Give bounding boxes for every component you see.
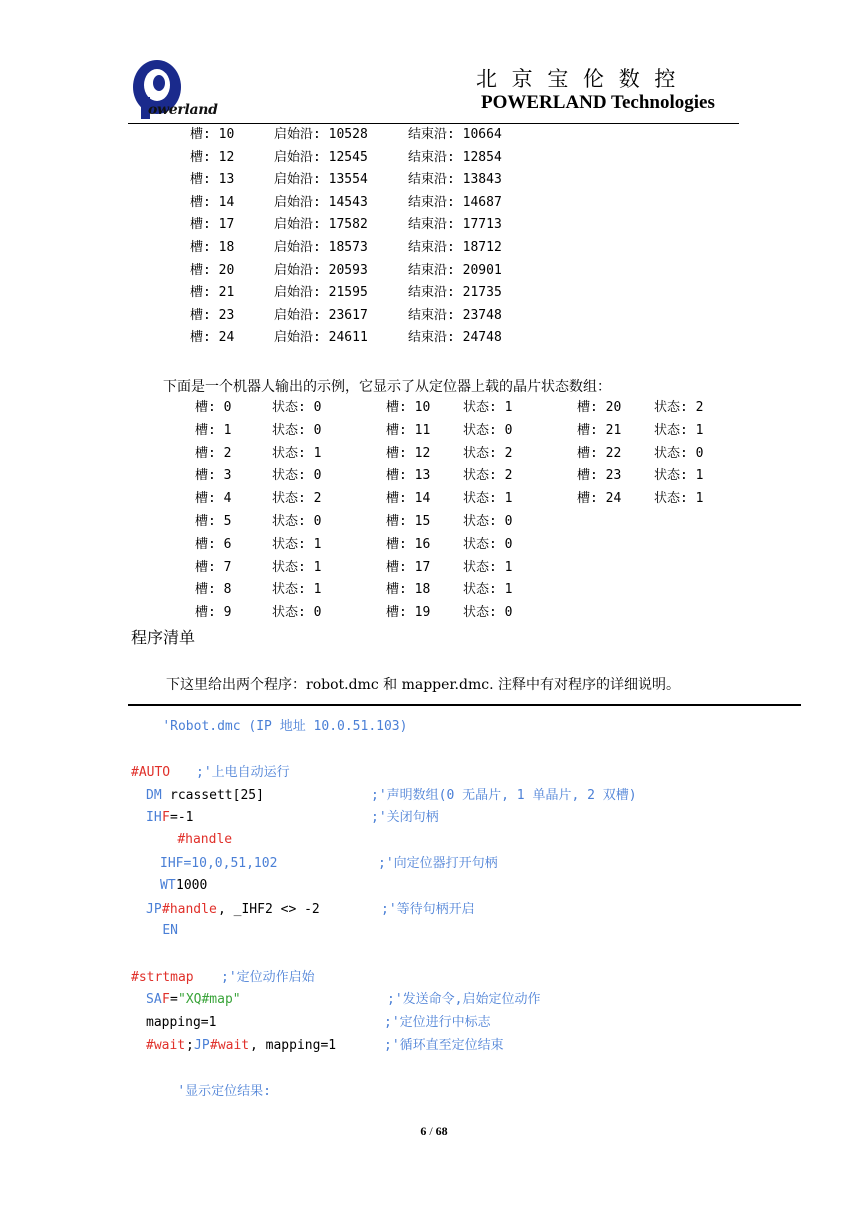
code-keyword: JP xyxy=(146,902,162,917)
status-state: 状态: 0 xyxy=(463,536,513,552)
edge-start: 启始沿: 21595 xyxy=(274,285,368,301)
status-state: 状态: 2 xyxy=(272,491,322,507)
status-state: 状态: 0 xyxy=(463,605,513,621)
status-slot: 槽: 21 xyxy=(577,422,622,438)
code-text: , mapping=1 xyxy=(250,1038,337,1053)
status-slot: 槽: 23 xyxy=(577,468,622,484)
code-comment: ;'等待句柄开启 xyxy=(381,902,475,917)
edge-end: 结束沿: 10664 xyxy=(408,127,502,142)
status-slot: 槽: 1 xyxy=(195,422,232,438)
edge-slot: 槽: 13 xyxy=(190,172,235,188)
code-text: mapping=1 xyxy=(146,1015,217,1030)
edge-start: 启始沿: 13554 xyxy=(274,172,368,188)
page-total: 68 xyxy=(435,1124,448,1138)
status-state: 状态: 1 xyxy=(654,491,704,507)
status-slot: 槽: 12 xyxy=(386,445,431,461)
edge-end: 结束沿: 17713 xyxy=(408,217,502,233)
status-state: 状态: 1 xyxy=(272,582,322,598)
edge-slot: 槽: 12 xyxy=(190,149,235,165)
status-state: 状态: 0 xyxy=(272,514,322,529)
status-slot: 槽: 8 xyxy=(195,582,232,598)
code-comment: '显示定位结果: xyxy=(177,1084,271,1099)
code-string: "XQ#map" xyxy=(178,992,241,1007)
code-text: IHF=10,0,51,102 xyxy=(160,856,278,871)
status-slot: 槽: 14 xyxy=(386,491,431,507)
status-slot: 槽: 7 xyxy=(195,559,232,575)
code-label: #AUTO xyxy=(131,765,171,780)
logo-text: owerland xyxy=(148,102,218,118)
status-slot: 槽: 17 xyxy=(386,559,431,575)
edge-end: 结束沿: 24748 xyxy=(408,330,502,346)
status-state: 状态: 0 xyxy=(272,400,322,415)
edge-start: 启始沿: 14543 xyxy=(274,194,368,210)
status-slot: 槽: 19 xyxy=(386,605,431,621)
code-label: #wait xyxy=(210,1038,250,1053)
status-slot: 槽: 13 xyxy=(386,468,431,484)
code-text: 1000 xyxy=(176,878,208,893)
status-state: 状态: 0 xyxy=(654,445,704,461)
edge-end: 结束沿: 21735 xyxy=(408,285,502,301)
status-slot: 槽: 0 xyxy=(195,400,232,415)
edge-slot: 槽: 10 xyxy=(190,127,235,142)
code-comment: ;'向定位器打开句柄 xyxy=(378,856,498,871)
status-state: 状态: 1 xyxy=(272,559,322,575)
status-slot: 槽: 6 xyxy=(195,536,232,552)
edge-start: 启始沿: 12545 xyxy=(274,149,368,165)
code-comment: ;'关闭句柄 xyxy=(371,810,439,825)
edge-start: 启始沿: 23617 xyxy=(274,307,368,323)
intro-text: 下面是一个机器人输出的示例，它显示了从定位器上载的晶片状态数组： xyxy=(163,379,611,395)
status-slot: 槽: 11 xyxy=(386,422,431,438)
edge-end: 结束沿: 14687 xyxy=(408,194,502,210)
status-slot: 槽: 2 xyxy=(195,445,232,461)
status-slot: 槽: 22 xyxy=(577,445,622,461)
code-keyword: EN xyxy=(162,923,178,938)
code-keyword: JP xyxy=(194,1038,210,1053)
status-slot: 槽: 10 xyxy=(386,400,431,415)
edge-slot: 槽: 21 xyxy=(190,285,235,301)
edge-slot: 槽: 18 xyxy=(190,240,235,255)
code-keyword: F xyxy=(162,810,170,825)
code-keyword: DM xyxy=(146,788,162,803)
code-top-rule xyxy=(128,704,801,706)
edge-start: 启始沿: 24611 xyxy=(274,330,368,346)
company-name-en: POWERLAND Technologies xyxy=(481,92,715,113)
status-state: 状态: 1 xyxy=(654,468,704,484)
code-label: #handle xyxy=(162,902,217,917)
edge-slot: 槽: 23 xyxy=(190,307,235,323)
status-slot: 槽: 9 xyxy=(195,605,232,621)
code-label: #strtmap xyxy=(131,970,194,985)
edge-slot: 槽: 14 xyxy=(190,194,235,210)
edge-slot: 槽: 20 xyxy=(190,262,235,278)
status-state: 状态: 1 xyxy=(463,491,513,507)
code-text: , _IHF2 <> -2 xyxy=(218,902,320,917)
status-state: 状态: 2 xyxy=(463,445,513,461)
status-slot: 槽: 4 xyxy=(195,491,232,507)
edge-start: 启始沿: 10528 xyxy=(274,127,368,142)
status-slot: 槽: 18 xyxy=(386,582,431,598)
section-title: 程序清单 xyxy=(131,628,196,647)
edge-start: 启始沿: 20593 xyxy=(274,262,368,278)
status-state: 状态: 0 xyxy=(463,422,513,438)
status-slot: 槽: 3 xyxy=(195,468,232,484)
status-state: 状态: 0 xyxy=(272,605,322,621)
status-state: 状态: 2 xyxy=(463,468,513,484)
page-current: 6 xyxy=(420,1124,427,1138)
code-keyword: WT xyxy=(160,878,176,893)
status-slot: 槽: 15 xyxy=(386,514,431,529)
code-comment: ;'声明数组(0 无晶片, 1 单晶片, 2 双槽) xyxy=(371,788,637,803)
code-comment: ;'循环直至定位结束 xyxy=(384,1038,504,1053)
company-name-cn: 北 京 宝 伦 数 控 xyxy=(476,67,680,91)
section-description: 下这里给出两个程序：robot.dmc 和 mapper.dmc. 注释中有对程序的详细说明。 xyxy=(166,677,680,693)
code-text: ; xyxy=(186,1038,194,1053)
edge-slot: 槽: 17 xyxy=(190,217,235,233)
code-comment: ;'定位动作启始 xyxy=(221,970,315,985)
code-comment: ;'上电自动运行 xyxy=(196,765,290,780)
status-state: 状态: 0 xyxy=(463,514,513,529)
status-slot: 槽: 24 xyxy=(577,491,622,507)
status-slot: 槽: 5 xyxy=(195,514,232,529)
status-state: 状态: 1 xyxy=(654,422,704,438)
status-state: 状态: 0 xyxy=(272,422,322,438)
status-slot: 槽: 20 xyxy=(577,400,622,415)
page-separator: / xyxy=(426,1124,436,1138)
status-state: 状态: 1 xyxy=(463,400,513,415)
edge-end: 结束沿: 23748 xyxy=(408,307,502,323)
code-text: =-1 xyxy=(170,810,194,825)
code-keyword: SA xyxy=(146,992,162,1007)
status-state: 状态: 2 xyxy=(654,400,704,415)
status-state: 状态: 1 xyxy=(463,559,513,575)
code-keyword: F xyxy=(162,992,170,1007)
edge-end: 结束沿: 12854 xyxy=(408,149,502,165)
status-state: 状态: 1 xyxy=(272,536,322,552)
status-state: 状态: 1 xyxy=(463,582,513,598)
code-comment: 'Robot.dmc (IP 地址 10.0.51.103) xyxy=(162,719,408,734)
edge-end: 结束沿: 20901 xyxy=(408,262,502,278)
code-text: = xyxy=(170,992,178,1007)
status-state: 状态: 0 xyxy=(272,468,322,484)
code-text: rcassett[25] xyxy=(170,788,264,803)
status-slot: 槽: 16 xyxy=(386,536,431,552)
code-label: #handle xyxy=(177,832,233,847)
edge-slot: 槽: 24 xyxy=(190,330,235,346)
code-label: #wait xyxy=(146,1038,186,1053)
edge-end: 结束沿: 18712 xyxy=(408,240,502,255)
code-keyword: IH xyxy=(146,810,162,825)
edge-start: 启始沿: 17582 xyxy=(274,217,368,233)
code-comment: ;'定位进行中标志 xyxy=(384,1015,491,1030)
edge-end: 结束沿: 13843 xyxy=(408,172,502,188)
code-comment: ;'发送命令,启始定位动作 xyxy=(387,992,541,1007)
status-state: 状态: 1 xyxy=(272,445,322,461)
page-number xyxy=(0,1124,868,1139)
edge-start: 启始沿: 18573 xyxy=(274,240,368,255)
